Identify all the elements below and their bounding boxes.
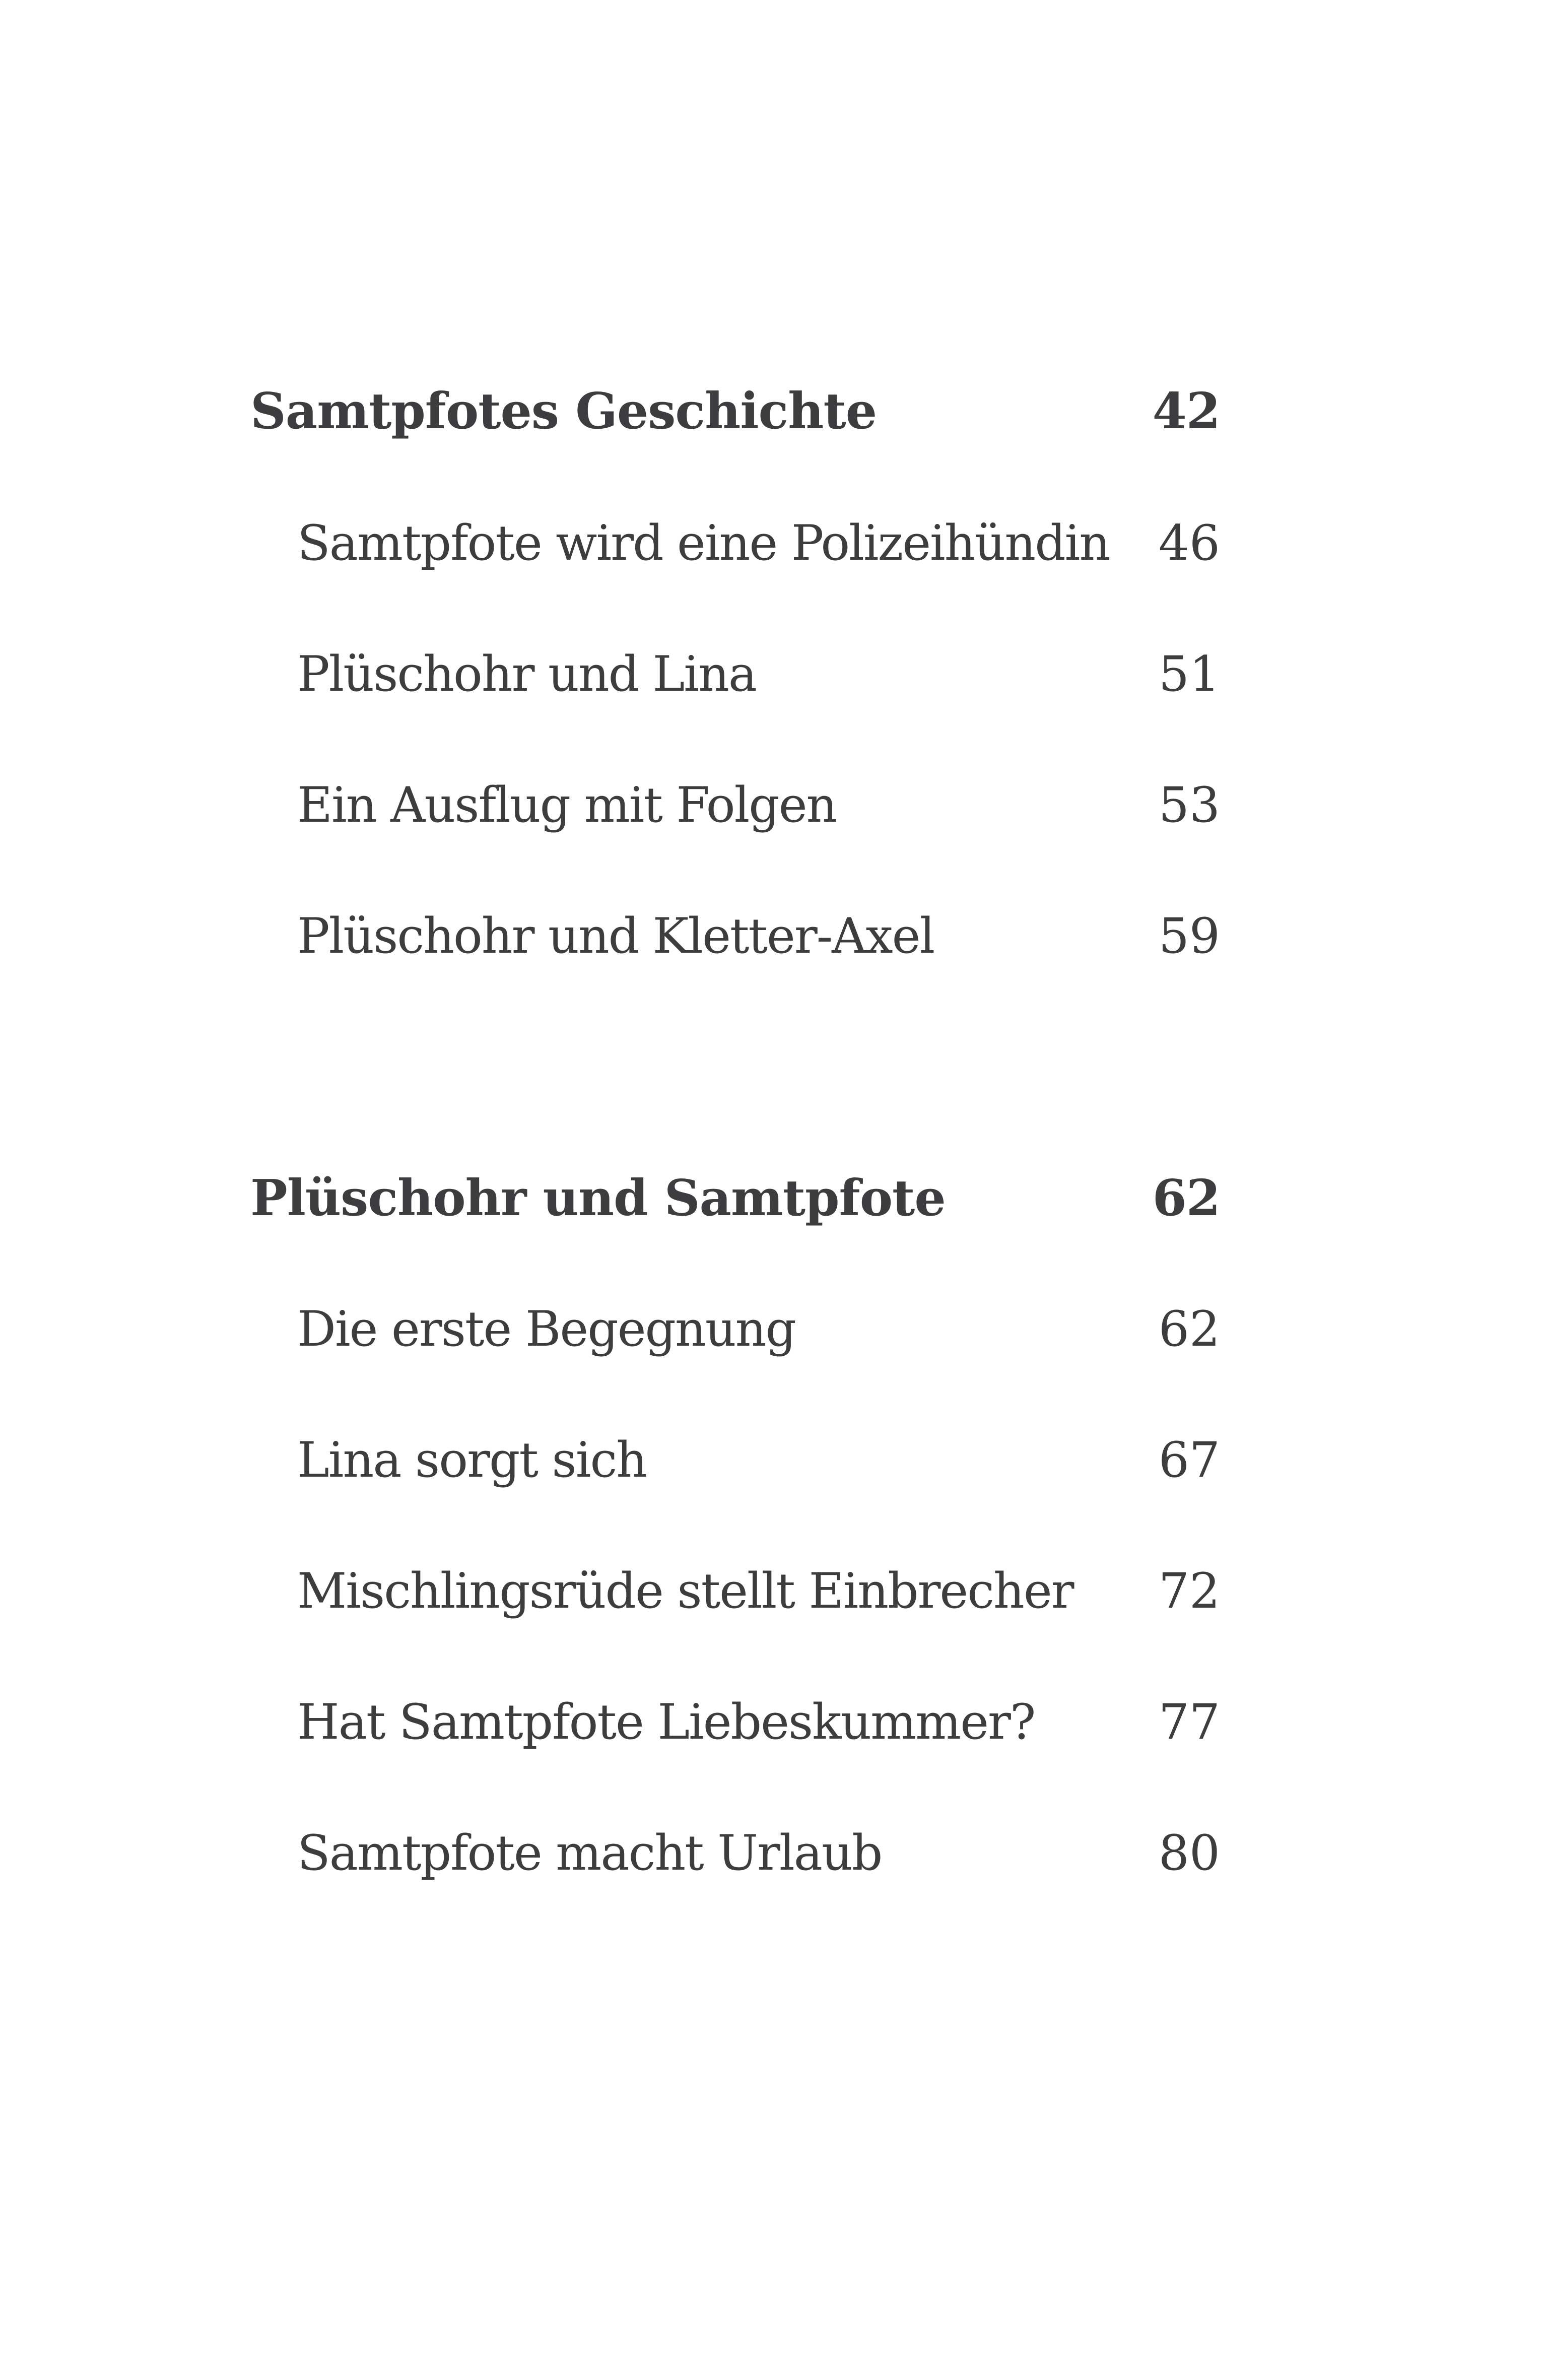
- toc-entry-title: Hat Samtpfote Liebeskummer?: [297, 1694, 1035, 1750]
- toc-entry-title: Plüschohr und Kletter-Axel: [297, 908, 934, 964]
- toc-entry-page-number: 59: [1158, 908, 1220, 964]
- toc-entry-title: Samtpfote wird eine Polizeihündin: [297, 515, 1110, 571]
- toc-entry-page-number: 67: [1158, 1432, 1220, 1488]
- toc-entry-page-number: 53: [1158, 777, 1220, 833]
- toc-entry: [297, 901, 1220, 971]
- toc-entry: [297, 1556, 1220, 1626]
- toc-entry-title: Ein Ausflug mit Folgen: [297, 777, 837, 833]
- toc-entry-title: Lina sorgt sich: [297, 1432, 647, 1488]
- toc-section-title: Samtpfotes Geschichte: [250, 382, 877, 440]
- toc-section-title: Plüschohr und Samtpfote: [250, 1169, 946, 1227]
- toc-section-page-number: 62: [1152, 1169, 1220, 1227]
- toc-entry: [297, 1818, 1220, 1888]
- toc-entry: [297, 639, 1220, 709]
- toc-entry-title: Plüschohr und Lina: [297, 646, 757, 702]
- toc-section-heading: [250, 376, 1220, 446]
- toc-entry: [297, 1294, 1220, 1364]
- toc-entry-page-number: 80: [1158, 1825, 1220, 1881]
- toc-entry-title: Samtpfote macht Urlaub: [297, 1825, 882, 1881]
- toc-entry-page-number: 77: [1158, 1694, 1220, 1750]
- toc-section-page-number: 42: [1152, 382, 1220, 440]
- toc-entry: [297, 508, 1220, 578]
- toc-entry: [297, 1425, 1220, 1495]
- toc-entry: [297, 1687, 1220, 1757]
- toc-entry-title: Die erste Begegnung: [297, 1301, 795, 1357]
- toc-entry-title: Mischlingsrüde stellt Einbrecher: [297, 1563, 1073, 1619]
- toc-entry-page-number: 51: [1158, 646, 1220, 702]
- toc-entry: [297, 770, 1220, 840]
- toc-entry-page-number: 62: [1158, 1301, 1220, 1357]
- toc-entry-page-number: 72: [1158, 1563, 1220, 1619]
- toc-entry-page-number: 46: [1158, 515, 1220, 571]
- toc-section-heading: [250, 1163, 1220, 1233]
